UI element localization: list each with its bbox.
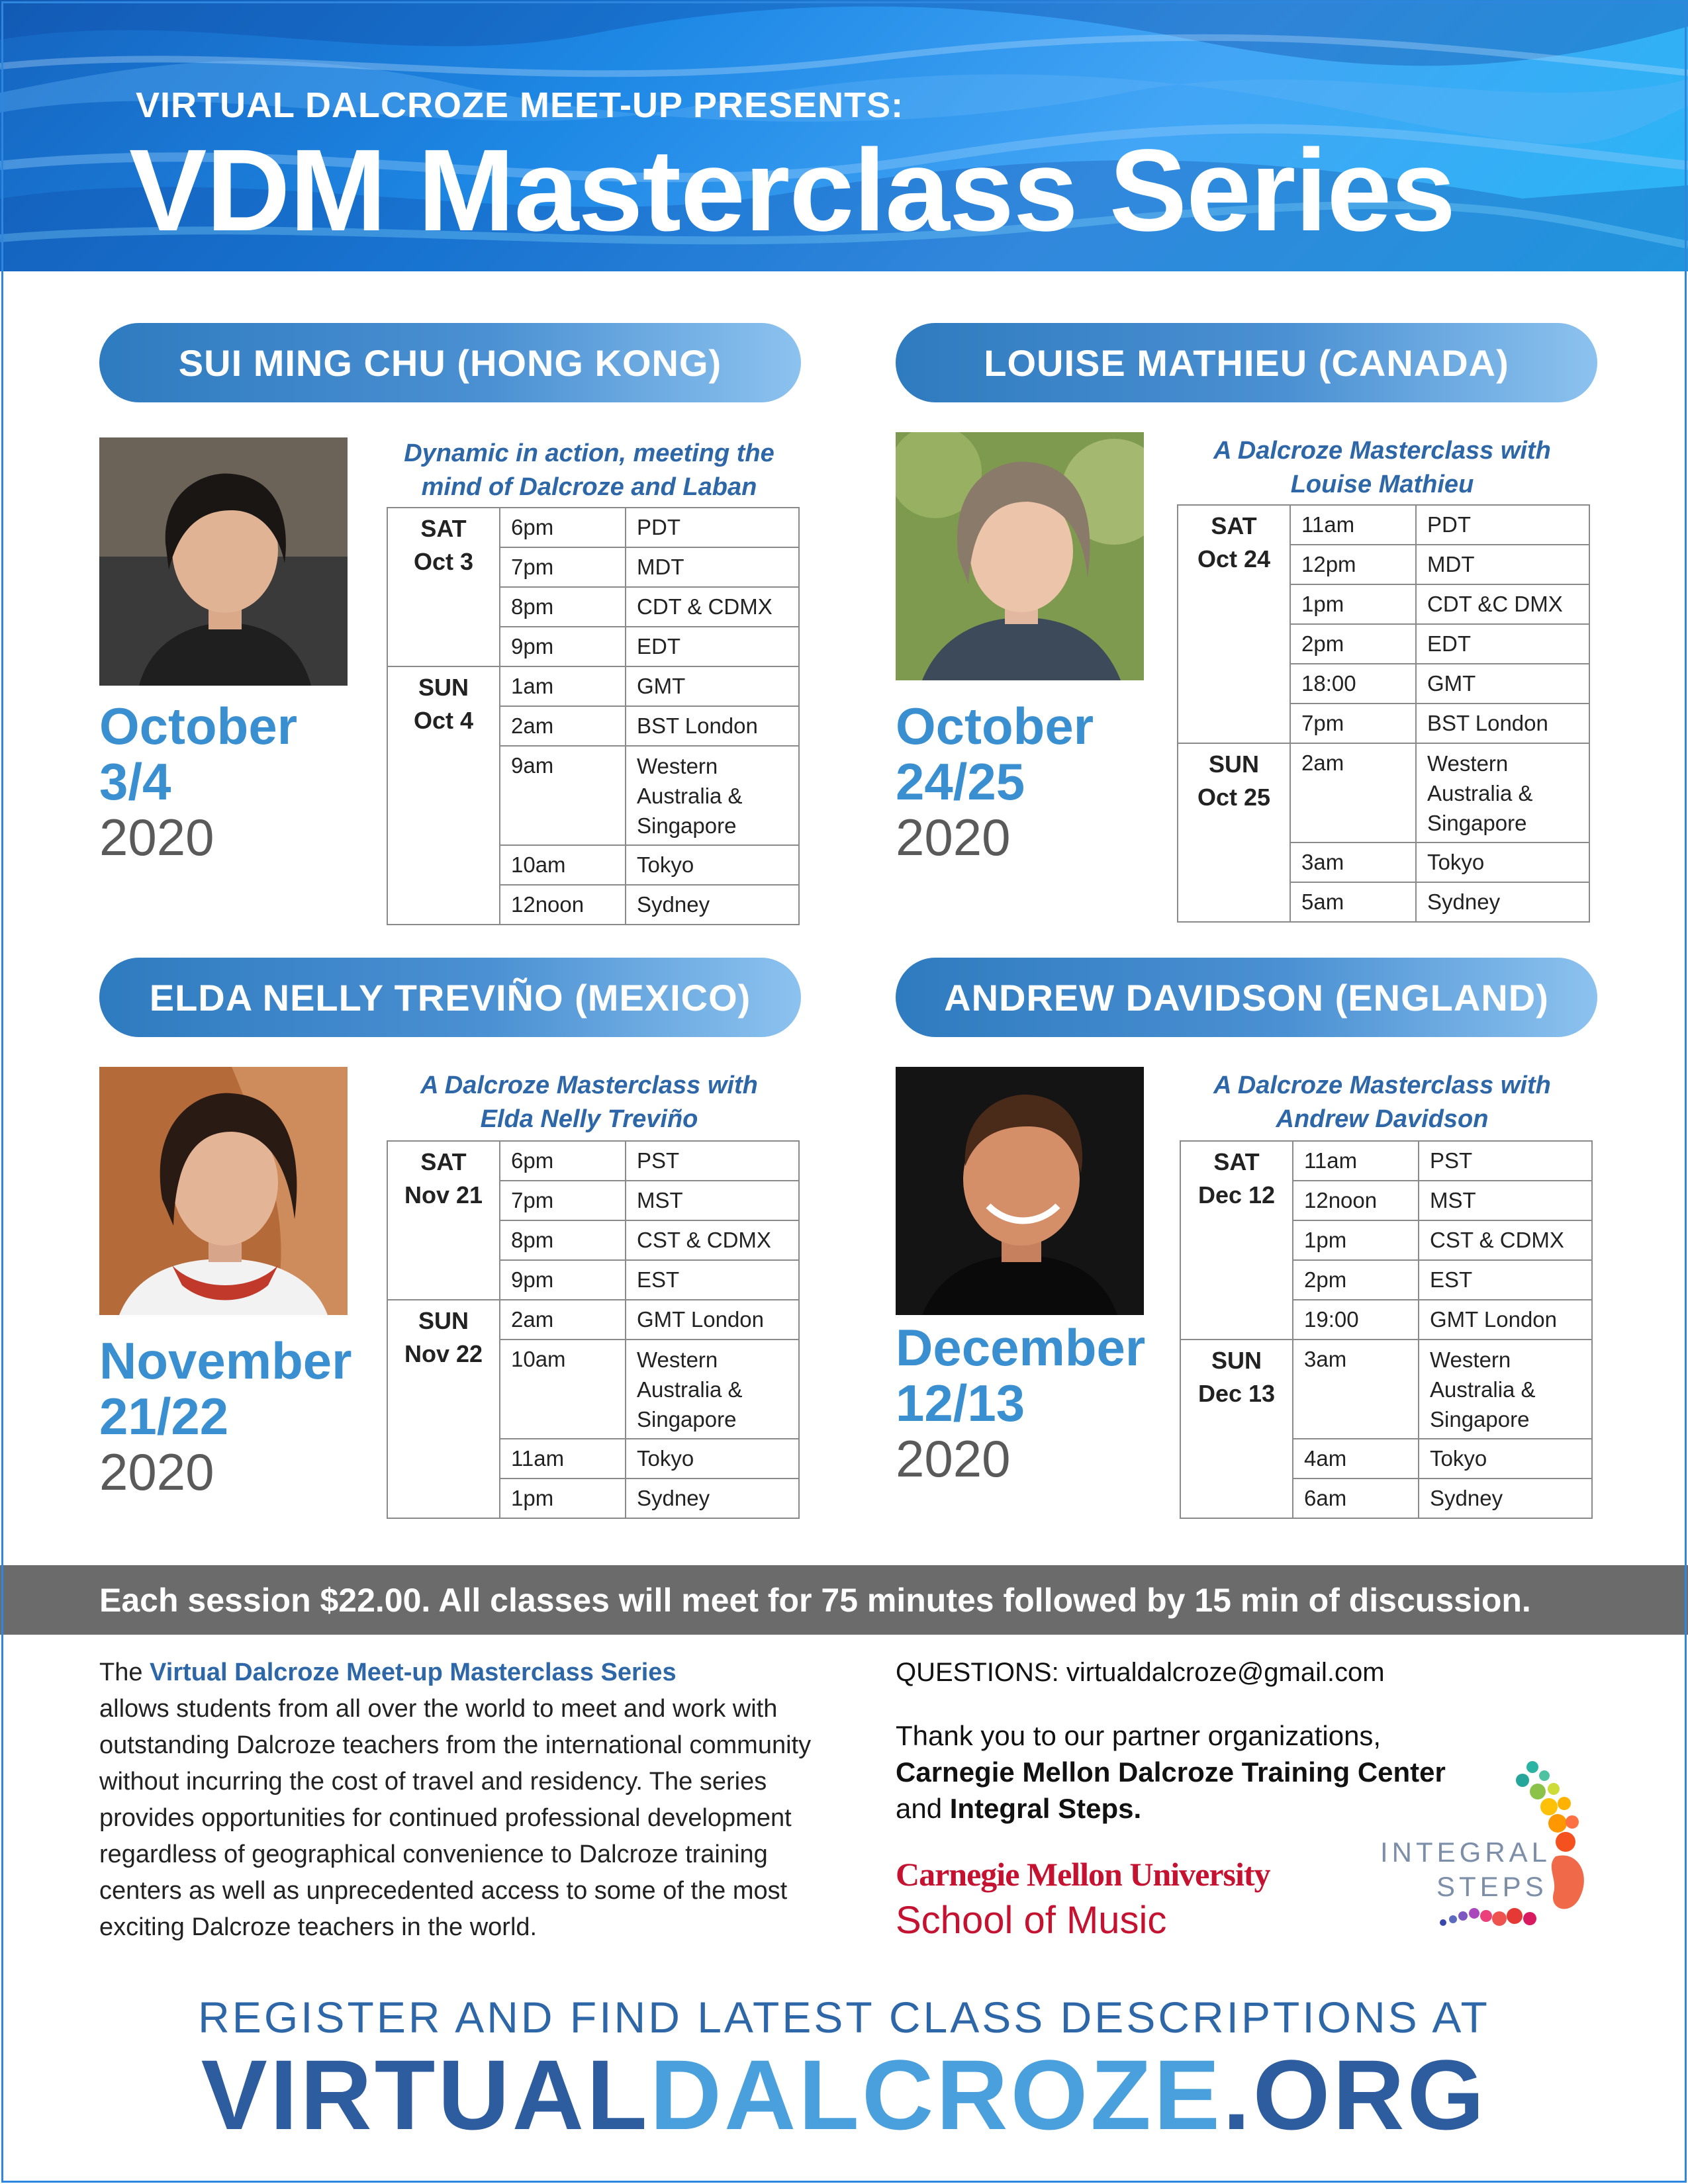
schedule-zone: CDT & CDMX [626, 587, 799, 627]
integral-logo-line2: STEPS [1436, 1871, 1548, 1902]
teacher-photo [896, 432, 1144, 680]
schedule-time: 8pm [500, 1220, 626, 1260]
event-date-month: December [896, 1318, 1146, 1377]
teacher-name-banner: ELDA NELLY TREVIÑO (MEXICO) [99, 958, 801, 1037]
schedule-time: 6pm [500, 1141, 626, 1181]
schedule-day-sat: SAT Nov 21 [387, 1141, 500, 1300]
page-title: VDM Masterclass Series [129, 126, 1456, 255]
schedule-zone: Western Australia & Singapore [1416, 743, 1589, 842]
schedule-zone: Western Australia & Singapore [626, 1340, 799, 1439]
teacher-photo [99, 1067, 348, 1315]
schedule-time: 2am [500, 706, 626, 746]
event-date-days: 21/22 [99, 1387, 229, 1445]
schedule-day-sun: SUN Oct 4 [387, 666, 500, 925]
event-date-month: October [896, 697, 1094, 755]
teacher-name-banner: SUI MING CHU (HONG KONG) [99, 323, 801, 402]
pricing-info-bar: Each session $22.00. All classes will meet for 75 minutes followed by 15 min of discussion. [0, 1565, 1688, 1635]
class-subtitle: Dynamic in action, meeting the mind of Dalcroze and Laban [404, 439, 774, 502]
schedule-time: 2am [1290, 743, 1416, 842]
schedule-time: 7pm [1290, 704, 1416, 743]
schedule-table [1180, 1140, 1593, 1519]
schedule-time: 6pm [500, 508, 626, 547]
event-date [99, 1332, 352, 1501]
partner-cmu: Carnegie Mellon Dalcroze Training Center [896, 1756, 1446, 1788]
schedule-zone: PST [1419, 1141, 1592, 1181]
schedule-zone: Tokyo [1419, 1439, 1592, 1479]
schedule-time: 1pm [1290, 584, 1416, 624]
schedule-zone: Tokyo [626, 845, 799, 885]
schedule-zone: EST [626, 1260, 799, 1300]
schedule-time: 12pm [1290, 545, 1416, 584]
schedule-time: 11am [500, 1439, 626, 1479]
schedule-zone: GMT London [626, 1300, 799, 1340]
event-date [896, 1318, 1146, 1488]
teacher-photo [99, 437, 348, 686]
teacher-panel-louise-mathieu [896, 323, 1617, 919]
schedule-day-sun: SUN Dec 13 [1180, 1340, 1293, 1518]
schedule-table [387, 507, 800, 925]
event-date-year: 2020 [99, 808, 214, 866]
teacher-name-banner: LOUISE MATHIEU (CANADA) [896, 323, 1597, 402]
schedule-day-sat: SAT Oct 24 [1178, 505, 1290, 743]
schedule-zone: CST & CDMX [1419, 1220, 1592, 1260]
event-date-year: 2020 [99, 1443, 214, 1501]
schedule-time: 3am [1293, 1340, 1419, 1439]
schedule-time: 4am [1293, 1439, 1419, 1479]
event-date [99, 697, 298, 866]
schedule-zone: BST London [626, 706, 799, 746]
schedule-time: 9pm [500, 627, 626, 666]
schedule-time: 2pm [1293, 1260, 1419, 1300]
presenter-line: VIRTUAL DALCROZE MEET-UP PRESENTS: [136, 85, 904, 125]
class-subtitle: A Dalcroze Masterclass with Louise Mathieu [1213, 437, 1551, 499]
integral-logo-line1: INTEGRAL [1380, 1837, 1552, 1868]
schedule-table [387, 1140, 800, 1519]
schedule-zone: Sydney [1416, 882, 1589, 922]
schedule-time: 10am [500, 1340, 626, 1439]
class-subtitle: A Dalcroze Masterclass with Elda Nelly Treviño [420, 1071, 758, 1134]
schedule-time: 12noon [1293, 1181, 1419, 1220]
schedule-time: 5am [1290, 882, 1416, 922]
schedule-time: 7pm [500, 1181, 626, 1220]
schedule-time: 12noon [500, 885, 626, 925]
event-date-days: 24/25 [896, 752, 1025, 811]
schedule-zone: PDT [626, 508, 799, 547]
schedule-zone: Sydney [1419, 1479, 1592, 1518]
event-date-month: November [99, 1332, 352, 1390]
schedule-zone: PST [626, 1141, 799, 1181]
schedule-zone: Western Australia & Singapore [1419, 1340, 1592, 1439]
schedule-time: 1am [500, 666, 626, 706]
schedule-time: 11am [1290, 505, 1416, 545]
schedule-time: 19:00 [1293, 1300, 1419, 1340]
teacher-panel-sui-ming-chu [99, 323, 821, 919]
schedule-zone: Tokyo [626, 1439, 799, 1479]
schedule-time: 10am [500, 845, 626, 885]
schedule-time: 2pm [1290, 624, 1416, 664]
cmu-logo-line1: Carnegie Mellon University [896, 1856, 1270, 1893]
series-description: The Virtual Dalcroze Meet-up Masterclass Series allows students from all over the world to meet and work with outstanding Dalcroze teachers from the international community without incurring the cost of travel and residency. The series provides opportunities for continued professional development regardless of geographical convenience to Dalcroze training centers as well as unprecedented access to some of the most exciting Dalcroze teachers in the world. [99, 1659, 812, 1941]
schedule-time: 1pm [1293, 1220, 1419, 1260]
series-name: Virtual Dalcroze Meet-up Masterclass Series [150, 1659, 677, 1686]
schedule-day-sat: SAT Oct 3 [387, 508, 500, 666]
event-date [896, 697, 1094, 866]
partner-thanks: Thank you to our partner organizations, Carnegie Mellon Dalcroze Training Center and Integral Steps. [896, 1720, 1446, 1824]
event-date-days: 12/13 [896, 1374, 1025, 1432]
schedule-time: 3am [1290, 842, 1416, 882]
schedule-zone: GMT [626, 666, 799, 706]
schedule-zone: GMT London [1419, 1300, 1592, 1340]
schedule-time: 6am [1293, 1479, 1419, 1518]
schedule-table [1177, 504, 1590, 923]
schedule-zone: CDT &C DMX [1416, 584, 1589, 624]
event-date-month: October [99, 697, 298, 755]
integral-steps-logo [1380, 1757, 1605, 1942]
schedule-time: 11am [1293, 1141, 1419, 1181]
schedule-zone: MDT [626, 547, 799, 587]
event-date-year: 2020 [896, 1430, 1011, 1488]
cmu-logo-line2: School of Music [896, 1899, 1167, 1942]
questions-contact: QUESTIONS: virtualdalcroze@gmail.com [896, 1658, 1385, 1687]
schedule-day-sun: SUN Nov 22 [387, 1300, 500, 1518]
schedule-time: 9am [500, 746, 626, 845]
schedule-time: 9pm [500, 1260, 626, 1300]
event-date-days: 3/4 [99, 752, 171, 811]
schedule-zone: Sydney [626, 1479, 799, 1518]
schedule-zone: GMT [1416, 664, 1589, 704]
schedule-zone: Tokyo [1416, 842, 1589, 882]
schedule-time: 1pm [500, 1479, 626, 1518]
teacher-photo [896, 1067, 1144, 1315]
schedule-time: 7pm [500, 547, 626, 587]
teacher-panel-andrew-davidson [896, 958, 1617, 1553]
schedule-time: 8pm [500, 587, 626, 627]
schedule-day-sun: SUN Oct 25 [1178, 743, 1290, 922]
schedule-time: 18:00 [1290, 664, 1416, 704]
schedule-zone: MDT [1416, 545, 1589, 584]
schedule-zone: BST London [1416, 704, 1589, 743]
register-callout: REGISTER AND FIND LATEST CLASS DESCRIPTIONS AT [198, 1993, 1490, 2042]
schedule-zone: EST [1419, 1260, 1592, 1300]
teacher-name-banner: ANDREW DAVIDSON (ENGLAND) [896, 958, 1597, 1037]
schedule-zone: Western Australia & Singapore [626, 746, 799, 845]
schedule-zone: EDT [1416, 624, 1589, 664]
schedule-zone: Sydney [626, 885, 799, 925]
schedule-zone: PDT [1416, 505, 1589, 545]
header-banner [0, 0, 1688, 271]
website-url[interactable]: VIRTUALDALCROZE.ORG [201, 2039, 1487, 2150]
partner-integral-steps: Integral Steps. [949, 1793, 1142, 1824]
schedule-zone: MST [626, 1181, 799, 1220]
teacher-panel-elda-nelly-trevino [99, 958, 821, 1553]
schedule-day-sat: SAT Dec 12 [1180, 1141, 1293, 1340]
schedule-zone: CST & CDMX [626, 1220, 799, 1260]
schedule-zone: MST [1419, 1181, 1592, 1220]
schedule-time: 2am [500, 1300, 626, 1340]
schedule-zone: EDT [626, 627, 799, 666]
class-subtitle: A Dalcroze Masterclass with Andrew Davidson [1213, 1071, 1551, 1134]
event-date-year: 2020 [896, 808, 1011, 866]
